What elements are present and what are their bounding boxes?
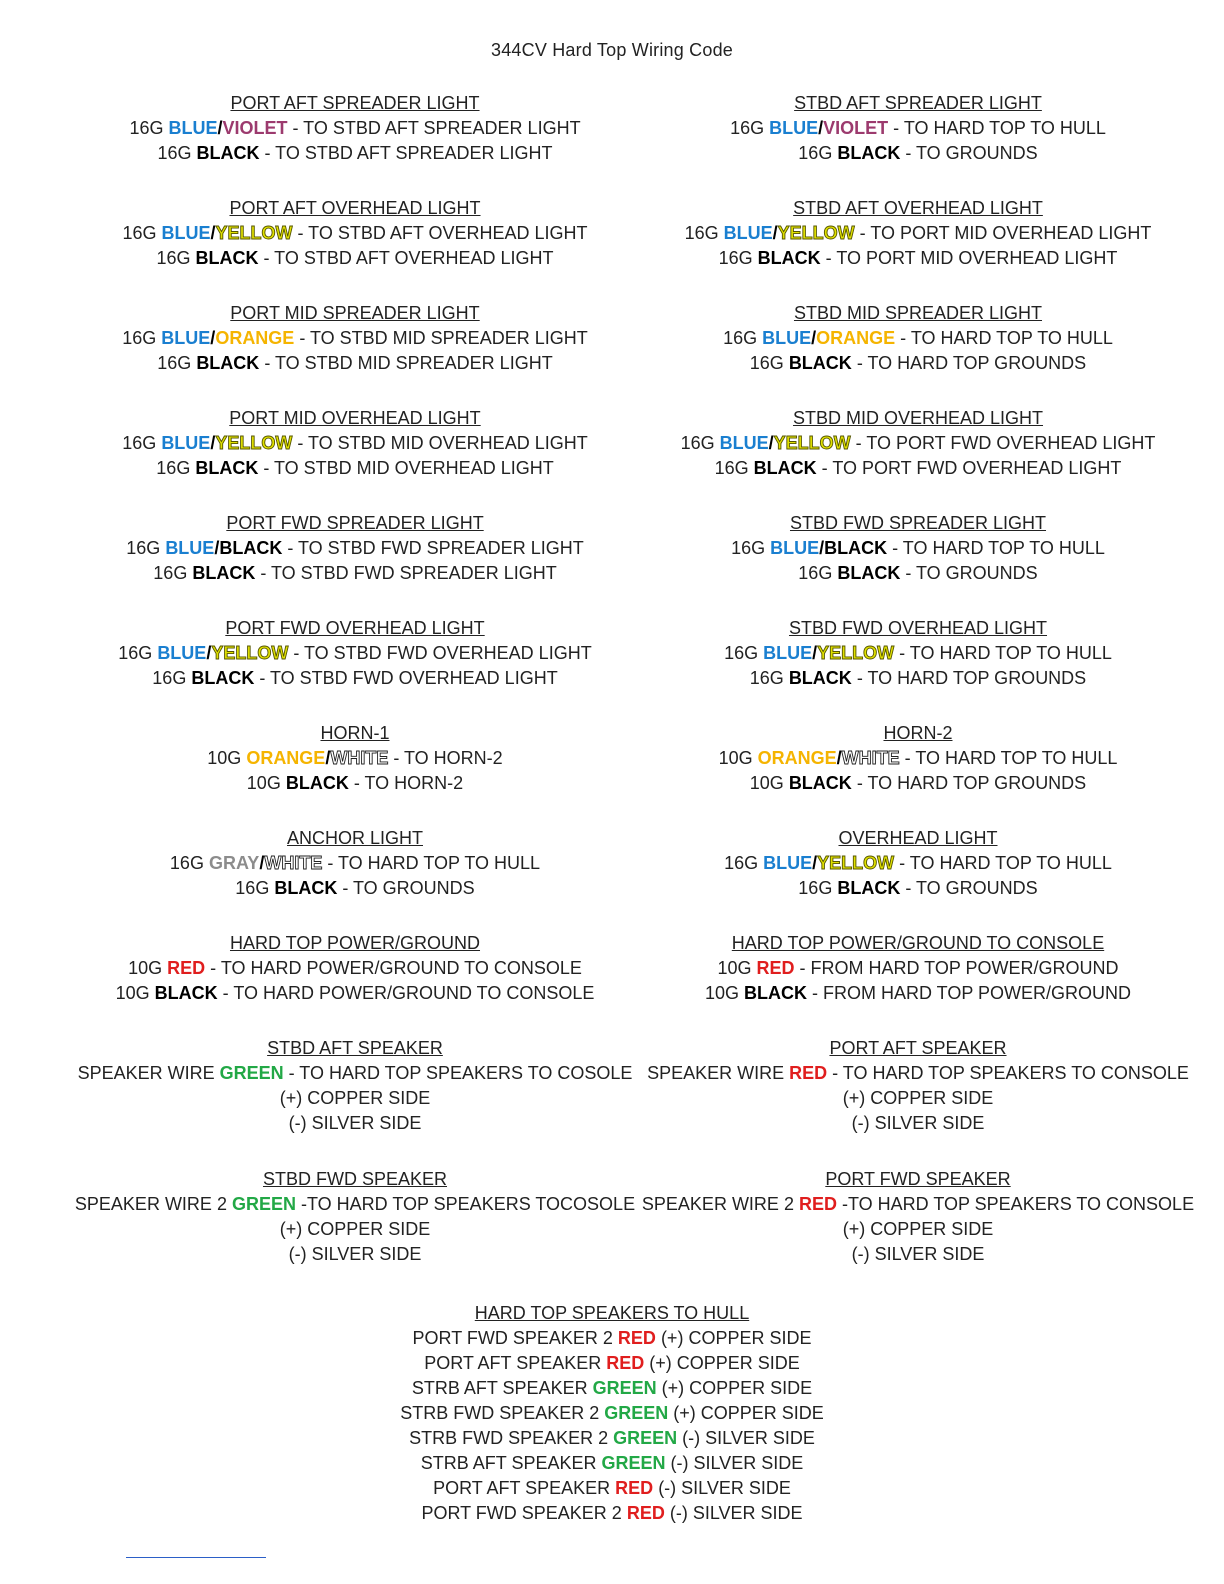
wire-color-blue: BLUE bbox=[165, 538, 215, 558]
wire-text: 16G bbox=[724, 853, 764, 873]
wiring-line bbox=[55, 746, 655, 771]
section-heading: PORT MID OVERHEAD LIGHT bbox=[229, 408, 481, 428]
section-port-mid-spreader-light bbox=[55, 301, 655, 376]
wire-text: (+) COPPER SIDE bbox=[656, 1378, 813, 1398]
wire-text: 16G bbox=[122, 328, 162, 348]
wire-text: - TO STBD AFT OVERHEAD LIGHT bbox=[292, 223, 588, 243]
wire-text: 16G bbox=[798, 563, 838, 583]
section-stbd-fwd-overhead-light bbox=[618, 616, 1218, 691]
wire-color-orange: ORANGE bbox=[757, 748, 837, 768]
section-heading: PORT MID SPREADER LIGHT bbox=[230, 303, 480, 323]
wire-color-green: GREEN bbox=[613, 1428, 678, 1448]
wire-color-gray: GRAY bbox=[208, 853, 260, 873]
section-port-aft-spreader-light bbox=[55, 91, 655, 166]
wire-text: 10G bbox=[749, 773, 789, 793]
wire-color-yellow: YELLOW bbox=[211, 643, 289, 663]
wiring-line bbox=[55, 876, 655, 901]
wire-text: - TO HARD TOP TO HULL bbox=[895, 328, 1113, 348]
wire-text: - TO STBD FWD SPREADER LIGHT bbox=[282, 538, 584, 558]
section-port-mid-overhead-light bbox=[55, 406, 655, 481]
wire-text: 16G bbox=[714, 458, 754, 478]
wire-color-yellow: YELLOW bbox=[773, 433, 851, 453]
wire-text: 16G bbox=[680, 433, 720, 453]
wire-text: 16G bbox=[724, 643, 764, 663]
wire-text: (+) COPPER SIDE bbox=[279, 1219, 431, 1239]
wire-text: STRB AFT SPEAKER bbox=[411, 1378, 593, 1398]
wire-color-yellow: YELLOW bbox=[215, 223, 293, 243]
wire-color-black: BLACK bbox=[837, 878, 901, 898]
wire-color-black: BLACK bbox=[837, 143, 901, 163]
section-overhead-light bbox=[618, 826, 1218, 901]
wire-color-black: BLACK bbox=[196, 143, 260, 163]
wiring-line bbox=[618, 431, 1218, 456]
wiring-line bbox=[55, 956, 655, 981]
wiring-line bbox=[0, 1351, 1224, 1376]
wire-text: 16G bbox=[798, 878, 838, 898]
wire-text: 16G bbox=[169, 853, 209, 873]
wire-color-green: GREEN bbox=[231, 1194, 296, 1214]
section-heading: STBD FWD SPREADER LIGHT bbox=[789, 513, 1047, 533]
wiring-line bbox=[618, 1217, 1218, 1242]
wire-color-sep: / bbox=[206, 643, 212, 663]
wire-text: - TO STBD FWD OVERHEAD LIGHT bbox=[254, 668, 558, 688]
wiring-line bbox=[618, 351, 1218, 376]
wiring-line bbox=[618, 246, 1218, 271]
wire-text: - TO HARD TOP GROUNDS bbox=[851, 668, 1087, 688]
wiring-line bbox=[0, 1326, 1224, 1351]
wire-text: (+) COPPER SIDE bbox=[668, 1403, 824, 1423]
wire-text: 16G bbox=[723, 328, 763, 348]
section-heading: HARD TOP SPEAKERS TO HULL bbox=[474, 1303, 750, 1323]
wire-text: - TO PORT FWD OVERHEAD LIGHT bbox=[816, 458, 1122, 478]
wiring-line bbox=[55, 141, 655, 166]
wire-text: PORT AFT SPEAKER bbox=[433, 1478, 616, 1498]
wire-text: PORT FWD SPEAKER 2 bbox=[412, 1328, 618, 1348]
wire-text: 16G bbox=[730, 118, 770, 138]
wire-color-black: BLACK bbox=[192, 563, 256, 583]
wire-color-green: GREEN bbox=[219, 1063, 284, 1083]
section-hard-top-power-ground-to-console bbox=[618, 931, 1218, 1006]
section-heading: STBD MID SPREADER LIGHT bbox=[793, 303, 1043, 323]
wire-text: STRB FWD SPEAKER 2 bbox=[409, 1428, 614, 1448]
wire-text: - TO HARD TOP GROUNDS bbox=[851, 773, 1087, 793]
wire-text: (-) SILVER SIDE bbox=[288, 1113, 422, 1133]
wire-text: 16G bbox=[156, 248, 196, 268]
wiring-line bbox=[0, 1501, 1224, 1526]
wire-color-black: BLACK bbox=[788, 353, 852, 373]
wire-color-black: BLACK bbox=[195, 248, 259, 268]
wire-text: 16G bbox=[718, 248, 758, 268]
wire-color-blue: BLUE bbox=[719, 433, 769, 453]
wiring-line bbox=[618, 1242, 1218, 1267]
section-stbd-mid-overhead-light bbox=[618, 406, 1218, 481]
wiring-line bbox=[55, 1061, 655, 1086]
wire-text: PORT FWD SPEAKER 2 bbox=[421, 1503, 627, 1523]
wire-color-violet: VIOLET bbox=[823, 118, 889, 138]
wire-color-black: BLACK bbox=[195, 458, 259, 478]
section-heading: PORT FWD SPREADER LIGHT bbox=[226, 513, 484, 533]
wire-text: - TO HARD TOP TO HULL bbox=[894, 643, 1112, 663]
wire-color-violet: VIOLET bbox=[222, 118, 288, 138]
wire-text: (+) COPPER SIDE bbox=[644, 1353, 800, 1373]
wire-color-black: BLACK bbox=[837, 563, 901, 583]
wire-color-black: BLACK bbox=[154, 983, 218, 1003]
wire-text: 16G bbox=[129, 118, 169, 138]
wire-text: - TO HARD POWER/GROUND TO CONSOLE bbox=[205, 958, 582, 978]
wire-text: PORT AFT SPEAKER bbox=[424, 1353, 607, 1373]
wire-text: - TO HARD TOP SPEAKERS TO COSOLE bbox=[283, 1063, 633, 1083]
wiring-line bbox=[618, 746, 1218, 771]
wire-color-red: RED bbox=[756, 958, 795, 978]
wire-text: (+) COPPER SIDE bbox=[842, 1088, 994, 1108]
wire-text: 16G bbox=[157, 353, 197, 373]
wire-color-blue: BLUE bbox=[770, 538, 820, 558]
wire-text: - TO STBD AFT SPREADER LIGHT bbox=[287, 118, 581, 138]
wire-color-red: RED bbox=[626, 1503, 665, 1523]
wire-color-white: WHITE bbox=[841, 748, 900, 768]
wiring-line bbox=[55, 1217, 655, 1242]
wire-text: SPEAKER WIRE bbox=[77, 1063, 220, 1083]
wiring-line bbox=[0, 1401, 1224, 1426]
wire-color-yellow: YELLOW bbox=[817, 643, 895, 663]
wire-color-black: BLACK bbox=[196, 353, 260, 373]
section-port-aft-speaker bbox=[618, 1036, 1218, 1136]
section-stbd-aft-speaker bbox=[55, 1036, 655, 1136]
document-title: 344CV Hard Top Wiring Code bbox=[491, 40, 733, 60]
wire-text: - TO HARD TOP TO HULL bbox=[894, 853, 1112, 873]
section-heading: STBD AFT SPEAKER bbox=[267, 1038, 443, 1058]
wire-text: 16G bbox=[118, 643, 158, 663]
section-heading: STBD FWD SPEAKER bbox=[262, 1169, 448, 1189]
section-heading: HARD TOP POWER/GROUND TO CONSOLE bbox=[731, 933, 1105, 953]
wire-color-yellow: YELLOW bbox=[777, 223, 855, 243]
wire-color-blue: BLUE bbox=[769, 118, 819, 138]
wire-color-blue: BLUE bbox=[762, 328, 812, 348]
wire-text: 16G bbox=[126, 538, 166, 558]
wire-color-sep: / bbox=[768, 433, 774, 453]
wire-text: - TO STBD FWD OVERHEAD LIGHT bbox=[288, 643, 592, 663]
wire-color-sep: / bbox=[818, 118, 824, 138]
wire-text: - TO HARD TOP GROUNDS bbox=[851, 353, 1087, 373]
wiring-line bbox=[55, 1242, 655, 1267]
wire-color-red: RED bbox=[167, 958, 206, 978]
wire-color-blue: BLUE bbox=[763, 853, 813, 873]
wire-text: - TO GROUNDS bbox=[337, 878, 475, 898]
wire-text: (-) SILVER SIDE bbox=[664, 1503, 803, 1523]
wire-text: - TO HARD TOP TO HULL bbox=[322, 853, 541, 873]
wiring-line bbox=[618, 876, 1218, 901]
wire-text: 16G bbox=[731, 538, 771, 558]
wire-text: -TO HARD TOP SPEAKERS TO CONSOLE bbox=[836, 1194, 1195, 1214]
wire-color-black: BLACK bbox=[757, 248, 821, 268]
section-horn-1 bbox=[55, 721, 655, 796]
wire-color-black: BLACK bbox=[788, 773, 852, 793]
section-port-fwd-speaker bbox=[618, 1167, 1218, 1267]
wire-text: (+) COPPER SIDE bbox=[842, 1219, 994, 1239]
wiring-line bbox=[55, 221, 655, 246]
wire-color-blue: BLUE bbox=[161, 433, 211, 453]
wire-color-yellow: YELLOW bbox=[817, 853, 895, 873]
wiring-line bbox=[55, 666, 655, 691]
wire-text: 10G bbox=[128, 958, 168, 978]
wire-text: 16G bbox=[684, 223, 724, 243]
wire-color-black: BLACK bbox=[788, 668, 852, 688]
section-hard-top-speakers-to-hull bbox=[0, 1301, 1224, 1526]
wire-text: - TO GROUNDS bbox=[900, 143, 1038, 163]
wiring-line bbox=[618, 1192, 1218, 1217]
wiring-line bbox=[55, 536, 655, 561]
wire-text: - FROM HARD TOP POWER/GROUND bbox=[794, 958, 1119, 978]
section-stbd-aft-overhead-light bbox=[618, 196, 1218, 271]
wire-text: - TO HARD TOP SPEAKERS TO CONSOLE bbox=[827, 1063, 1189, 1083]
wire-color-white: WHITE bbox=[264, 853, 323, 873]
wire-color-sep: / bbox=[836, 748, 842, 768]
wire-color-sep: / bbox=[812, 643, 818, 663]
section-stbd-fwd-speaker bbox=[55, 1167, 655, 1267]
section-heading: STBD FWD OVERHEAD LIGHT bbox=[788, 618, 1048, 638]
section-heading: STBD MID OVERHEAD LIGHT bbox=[792, 408, 1044, 428]
wire-text: 16G bbox=[152, 668, 192, 688]
wiring-line bbox=[55, 326, 655, 351]
section-horn-2 bbox=[618, 721, 1218, 796]
wire-text: SPEAKER WIRE 2 bbox=[74, 1194, 232, 1214]
wiring-line bbox=[618, 536, 1218, 561]
wiring-line bbox=[55, 431, 655, 456]
section-heading: HORN-1 bbox=[320, 723, 390, 743]
wiring-line bbox=[55, 641, 655, 666]
wire-color-sep: / bbox=[210, 328, 216, 348]
wiring-line bbox=[618, 981, 1218, 1006]
section-anchor-light bbox=[55, 826, 655, 901]
wire-color-sep: / bbox=[210, 223, 216, 243]
wire-text: - TO HARD TOP TO HULL bbox=[887, 538, 1105, 558]
wire-text: 10G bbox=[207, 748, 247, 768]
section-heading: STBD AFT SPREADER LIGHT bbox=[794, 93, 1042, 113]
wire-text: 16G bbox=[749, 353, 789, 373]
wire-color-sep: / bbox=[325, 748, 331, 768]
wiring-line bbox=[55, 116, 655, 141]
wire-color-black: BLACK bbox=[824, 538, 888, 558]
wiring-line bbox=[55, 1192, 655, 1217]
wire-text: - TO STBD FWD SPREADER LIGHT bbox=[255, 563, 557, 583]
wiring-line bbox=[618, 666, 1218, 691]
wire-color-red: RED bbox=[798, 1194, 837, 1214]
wire-text: - TO HARD TOP TO HULL bbox=[899, 748, 1118, 768]
wire-color-sep: / bbox=[214, 538, 220, 558]
wire-text: - TO HARD TOP TO HULL bbox=[888, 118, 1106, 138]
wire-color-black: BLACK bbox=[285, 773, 349, 793]
wire-color-black: BLACK bbox=[219, 538, 283, 558]
wire-color-blue: BLUE bbox=[763, 643, 813, 663]
wire-color-sep: / bbox=[819, 538, 825, 558]
wire-text: (+) COPPER SIDE bbox=[655, 1328, 812, 1348]
wiring-line bbox=[55, 1086, 655, 1111]
wire-text: - TO PORT MID OVERHEAD LIGHT bbox=[854, 223, 1152, 243]
wire-color-green: GREEN bbox=[592, 1378, 657, 1398]
wire-color-black: BLACK bbox=[274, 878, 338, 898]
wire-text: 10G bbox=[115, 983, 155, 1003]
section-heading: PORT AFT SPREADER LIGHT bbox=[230, 93, 480, 113]
section-heading: ANCHOR LIGHT bbox=[286, 828, 423, 848]
wiring-line bbox=[55, 456, 655, 481]
section-stbd-mid-spreader-light bbox=[618, 301, 1218, 376]
wire-color-black: BLACK bbox=[753, 458, 817, 478]
wire-text: 16G bbox=[235, 878, 275, 898]
wire-text: 16G bbox=[749, 668, 789, 688]
wire-text: 16G bbox=[153, 563, 193, 583]
section-heading: PORT FWD SPEAKER bbox=[825, 1169, 1011, 1189]
wire-color-sep: / bbox=[811, 328, 817, 348]
section-port-fwd-overhead-light bbox=[55, 616, 655, 691]
wire-color-blue: BLUE bbox=[161, 223, 211, 243]
wire-text: - TO GROUNDS bbox=[900, 563, 1038, 583]
wire-text: - TO PORT FWD OVERHEAD LIGHT bbox=[850, 433, 1156, 453]
wire-color-sep: / bbox=[812, 853, 818, 873]
wire-color-blue: BLUE bbox=[168, 118, 218, 138]
wire-color-blue: BLUE bbox=[723, 223, 773, 243]
wiring-line bbox=[0, 1451, 1224, 1476]
wiring-line bbox=[618, 326, 1218, 351]
wire-text: - TO STBD AFT SPREADER LIGHT bbox=[259, 143, 553, 163]
section-heading: OVERHEAD LIGHT bbox=[838, 828, 998, 848]
wiring-line bbox=[618, 1061, 1218, 1086]
wire-color-white: WHITE bbox=[330, 748, 389, 768]
wire-color-red: RED bbox=[789, 1063, 828, 1083]
wiring-line bbox=[618, 141, 1218, 166]
wire-text: - TO STBD MID OVERHEAD LIGHT bbox=[292, 433, 588, 453]
wiring-line bbox=[618, 1086, 1218, 1111]
wire-color-black: BLACK bbox=[744, 983, 807, 1003]
wiring-line bbox=[618, 221, 1218, 246]
wire-color-orange: ORANGE bbox=[215, 328, 295, 348]
wire-color-blue: BLUE bbox=[157, 643, 207, 663]
wire-text: - TO HARD POWER/GROUND TO CONSOLE bbox=[217, 983, 595, 1003]
wire-color-sep: / bbox=[217, 118, 223, 138]
wire-text: -TO HARD TOP SPEAKERS TOCOSOLE bbox=[295, 1194, 636, 1214]
section-port-aft-overhead-light bbox=[55, 196, 655, 271]
wire-color-green: GREEN bbox=[604, 1403, 669, 1423]
section-hard-top-power-ground bbox=[55, 931, 655, 1006]
wire-color-yellow: YELLOW bbox=[215, 433, 293, 453]
wire-text: - TO HORN-2 bbox=[388, 748, 503, 768]
wiring-line bbox=[618, 956, 1218, 981]
wire-text: (-) SILVER SIDE bbox=[677, 1428, 815, 1448]
wire-text: (-) SILVER SIDE bbox=[851, 1113, 985, 1133]
section-stbd-fwd-spreader-light bbox=[618, 511, 1218, 586]
wire-text: - TO STBD MID SPREADER LIGHT bbox=[294, 328, 588, 348]
wire-text: 10G bbox=[704, 983, 744, 1003]
wire-text: - FROM HARD TOP POWER/GROUND bbox=[807, 983, 1132, 1003]
wire-text: 16G bbox=[156, 458, 196, 478]
wire-text: 10G bbox=[717, 958, 757, 978]
wire-text: - TO GROUNDS bbox=[900, 878, 1038, 898]
wire-color-red: RED bbox=[617, 1328, 656, 1348]
wire-text: (-) SILVER SIDE bbox=[665, 1453, 804, 1473]
wiring-line bbox=[55, 561, 655, 586]
wire-text: SPEAKER WIRE 2 bbox=[641, 1194, 799, 1214]
wire-text: 16G bbox=[798, 143, 838, 163]
wire-color-black: BLACK bbox=[191, 668, 255, 688]
section-stbd-aft-spreader-light bbox=[618, 91, 1218, 166]
wire-text: (-) SILVER SIDE bbox=[851, 1244, 985, 1264]
wire-text: (-) SILVER SIDE bbox=[653, 1478, 791, 1498]
wiring-line bbox=[618, 771, 1218, 796]
section-heading: HORN-2 bbox=[883, 723, 953, 743]
wire-color-sep: / bbox=[210, 433, 216, 453]
wire-text: 16G bbox=[122, 223, 162, 243]
section-heading: PORT AFT SPEAKER bbox=[829, 1038, 1007, 1058]
section-heading: HARD TOP POWER/GROUND bbox=[229, 933, 481, 953]
wiring-line bbox=[55, 1111, 655, 1136]
wiring-line bbox=[0, 1476, 1224, 1501]
wire-text: STRB AFT SPEAKER bbox=[420, 1453, 602, 1473]
wire-text: - TO PORT MID OVERHEAD LIGHT bbox=[820, 248, 1118, 268]
wire-text: (-) SILVER SIDE bbox=[288, 1244, 422, 1264]
wire-color-red: RED bbox=[606, 1353, 645, 1373]
wiring-line bbox=[618, 851, 1218, 876]
wiring-line bbox=[55, 851, 655, 876]
wire-text: - TO HORN-2 bbox=[348, 773, 464, 793]
section-port-fwd-spreader-light bbox=[55, 511, 655, 586]
wiring-line bbox=[618, 116, 1218, 141]
wire-color-sep: / bbox=[772, 223, 778, 243]
wire-text: STRB FWD SPEAKER 2 bbox=[400, 1403, 605, 1423]
wiring-line bbox=[618, 456, 1218, 481]
bottom-section bbox=[0, 1301, 1224, 1526]
right-column bbox=[618, 91, 1218, 1298]
wire-color-green: GREEN bbox=[601, 1453, 666, 1473]
wiring-line bbox=[618, 561, 1218, 586]
wiring-line bbox=[0, 1426, 1224, 1451]
wiring-line bbox=[55, 351, 655, 376]
footer-rule bbox=[126, 1557, 266, 1558]
wire-text: 10G bbox=[246, 773, 286, 793]
wire-text: (+) COPPER SIDE bbox=[279, 1088, 431, 1108]
wire-text: - TO STBD AFT OVERHEAD LIGHT bbox=[258, 248, 554, 268]
wire-text: 16G bbox=[157, 143, 197, 163]
wire-color-red: RED bbox=[615, 1478, 654, 1498]
wire-color-orange: ORANGE bbox=[816, 328, 896, 348]
section-heading: STBD AFT OVERHEAD LIGHT bbox=[793, 198, 1043, 218]
wiring-line bbox=[55, 981, 655, 1006]
wire-text: - TO STBD MID SPREADER LIGHT bbox=[259, 353, 553, 373]
wiring-line bbox=[55, 771, 655, 796]
wiring-line bbox=[55, 246, 655, 271]
wiring-line bbox=[618, 1111, 1218, 1136]
wire-color-orange: ORANGE bbox=[246, 748, 326, 768]
wire-text: - TO STBD MID OVERHEAD LIGHT bbox=[258, 458, 554, 478]
left-column bbox=[55, 91, 655, 1298]
wire-text: 16G bbox=[122, 433, 162, 453]
wire-text: 10G bbox=[718, 748, 758, 768]
section-heading: PORT AFT OVERHEAD LIGHT bbox=[229, 198, 481, 218]
wire-text: SPEAKER WIRE bbox=[647, 1063, 790, 1083]
wire-color-sep: / bbox=[259, 853, 265, 873]
wire-color-blue: BLUE bbox=[161, 328, 211, 348]
wiring-line bbox=[0, 1376, 1224, 1401]
wiring-line bbox=[618, 641, 1218, 666]
section-heading: PORT FWD OVERHEAD LIGHT bbox=[225, 618, 485, 638]
